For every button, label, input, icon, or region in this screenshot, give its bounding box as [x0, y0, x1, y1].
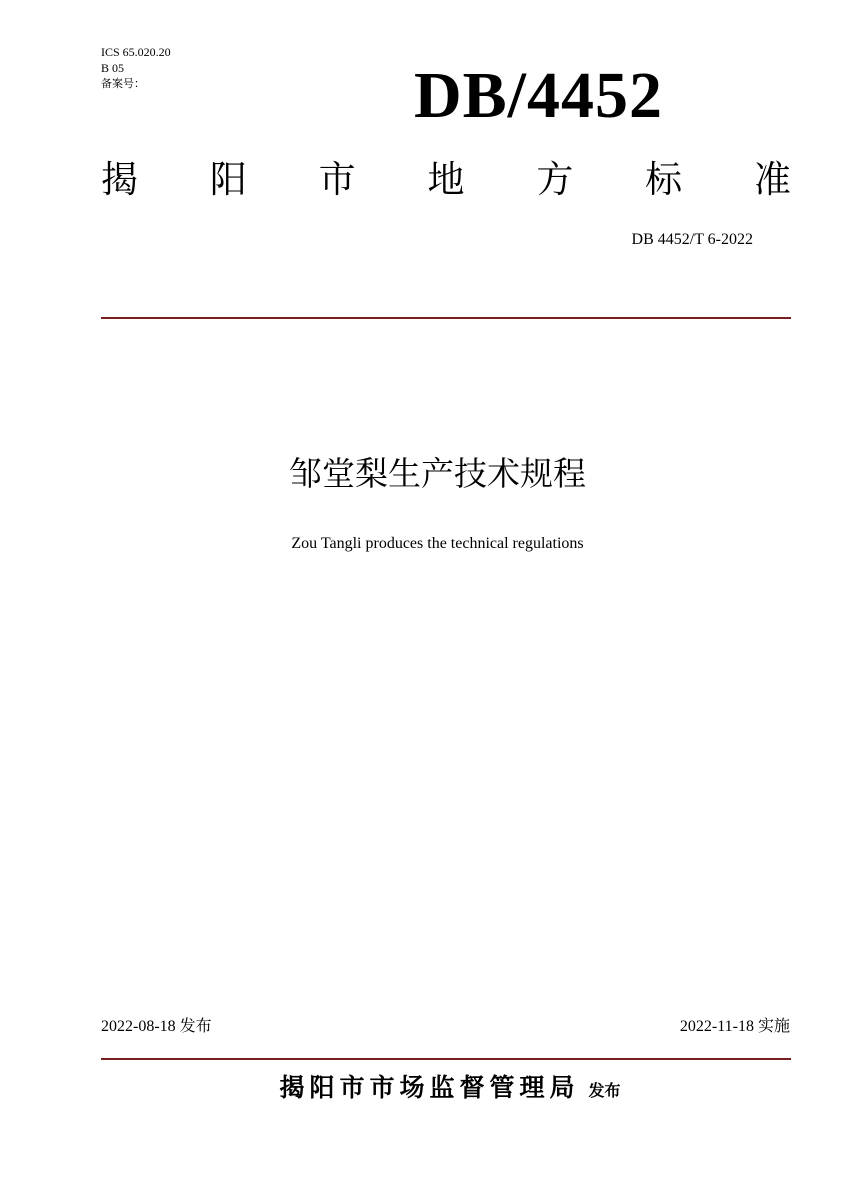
- standard-type-char: 准: [753, 158, 791, 201]
- standard-type-char: 揭: [101, 158, 138, 201]
- standard-number: DB 4452/T 6-2022: [631, 231, 753, 248]
- document-title: 邹堂梨生产技术规程: [289, 454, 586, 493]
- standard-code: DB/4452: [414, 59, 664, 132]
- issuer-suffix: 发布: [588, 1081, 621, 1100]
- standard-type-char: 方: [536, 158, 574, 201]
- standard-type-char: 地: [427, 158, 465, 201]
- standard-type-title: [101, 156, 791, 204]
- document-title-english: Zou Tangli produces the technical regulations: [291, 535, 584, 552]
- issuer-name: 揭阳市市场监督管理局: [279, 1073, 580, 1102]
- top-divider: [101, 317, 791, 319]
- standard-type-char: 标: [645, 158, 683, 201]
- issuer-line: [0, 1070, 850, 1109]
- publish-date: 2022-08-18 发布: [101, 1018, 212, 1035]
- filing-number-label: 备案号：: [101, 77, 145, 90]
- standard-type-char: 市: [318, 158, 356, 201]
- ics-code: ICS 65.020.20: [101, 45, 171, 59]
- category-code: B 05: [101, 61, 125, 75]
- bottom-divider: [101, 1058, 791, 1060]
- standard-type-char: 阳: [209, 158, 247, 201]
- implement-date: 2022-11-18 实施: [679, 1018, 790, 1035]
